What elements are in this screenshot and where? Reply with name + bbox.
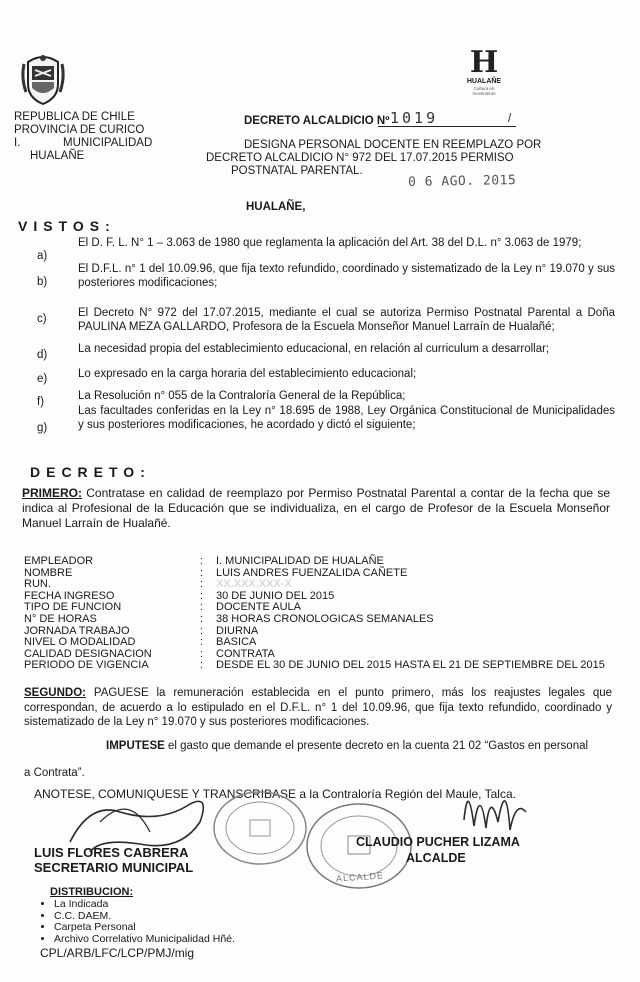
field-label-run: RUN. bbox=[24, 578, 51, 591]
distribution-list bbox=[38, 899, 235, 945]
vistos-letter-d: d) bbox=[37, 349, 48, 361]
vistos-letter-a: a) bbox=[37, 250, 48, 262]
decree-subject-line-3: POSTNATAL PARENTAL. bbox=[231, 165, 363, 177]
decree-number: 1019 bbox=[390, 109, 439, 127]
vistos-title: VISTOS: bbox=[18, 218, 116, 234]
vistos-letter-g: g) bbox=[37, 422, 48, 434]
logo-letter: H bbox=[469, 45, 499, 80]
distribution-title: DISTRIBUCION: bbox=[50, 886, 134, 898]
vistos-item-g: Las facultades conferidas en la Ley n° 18.695 de 1988, Ley Orgánica Constitucional de Municipalidades y sus posteriores modificaciones, he acordado y dictó el siguiente; bbox=[78, 405, 615, 431]
field-value-start-date: 30 DE JUNIO DEL 2015 bbox=[216, 589, 335, 602]
primero-paragraph bbox=[22, 486, 610, 531]
primero-label: PRIMERO: bbox=[22, 486, 82, 500]
field-label-employer: EMPLEADOR bbox=[24, 555, 94, 567]
field-value-level: BASICA bbox=[216, 636, 257, 649]
field-value-period: DESDE EL 30 DE JUNIO DEL 2015 HASTA EL 21 DE SEPTIEMBRE DEL 2015 bbox=[216, 659, 605, 672]
header-province: PROVINCIA DE CURICO bbox=[14, 124, 145, 136]
mayor-name: CLAUDIO PUCHER LIZAMA bbox=[356, 835, 520, 849]
segundo-label: SEGUNDO: bbox=[24, 687, 86, 699]
field-value-workday: DIURNA bbox=[216, 624, 259, 637]
field-label-period: PERIODO DE VIGENCIA bbox=[24, 659, 149, 672]
distribution-initials: CPL/ARB/LFC/LCP/PMJ/mig bbox=[40, 946, 195, 960]
field-value-designation: CONTRATA bbox=[216, 647, 275, 660]
field-value-function-type: DOCENTE AULA bbox=[216, 601, 301, 614]
header-municipality-prefix: I. bbox=[14, 137, 21, 149]
mayor-signature-icon bbox=[456, 770, 536, 845]
municipal-crest-icon bbox=[20, 52, 66, 106]
field-label-function-type: TIPO DE FUNCION bbox=[24, 601, 122, 614]
header-municipality-name: HUALAÑE bbox=[30, 150, 85, 162]
decree-label: DECRETO ALCALDICIO Nº bbox=[244, 115, 390, 127]
decreto-title: DECRETO: bbox=[30, 464, 151, 480]
vistos-letter-b: b) bbox=[37, 276, 48, 288]
field-value-name: LUIS ANDRES FUENZALIDA CAÑETE bbox=[216, 566, 408, 579]
field-label-hours: N° DE HORAS bbox=[24, 612, 97, 625]
header-municipality: MUNICIPALIDAD bbox=[63, 137, 153, 149]
distribution-item: • Carpeta Personal bbox=[54, 922, 235, 934]
secretary-name: LUIS FLORES CABRERA bbox=[34, 845, 189, 860]
header-country: REPUBLICA DE CHILE bbox=[14, 111, 135, 123]
segundo-text: PAGUESE la remuneración establecida en el punto primero, más los reajustes legales que correspondan, de acuerdo a lo estipulado en el D.F.L. n° 1 del 10.09.96, que fija texto refundido, coordinado y sistematizado de la Ley n° 19.070 y sus posteriores modificaciones. bbox=[24, 687, 613, 728]
decree-subject-line-1: DESIGNA PERSONAL DOCENTE EN REEMPLAZO POR bbox=[244, 139, 542, 151]
field-value-run: XX.XXX.XXX-X bbox=[216, 578, 292, 591]
logo-name: HUALAÑE bbox=[466, 78, 502, 85]
imputese-line bbox=[106, 739, 588, 753]
vistos-letter-e: e) bbox=[37, 373, 48, 385]
logo-slogan: Cultura en movimiento bbox=[472, 86, 496, 96]
field-value-hours: 38 HORAS CRONOLOGICAS SEMANALES bbox=[216, 612, 434, 625]
decree-number-underline bbox=[378, 126, 516, 127]
primero-text: Contratase en calidad de reemplazo por Permiso Postnatal Parental a contar de la fecha que se indica al Profesional de la Educación que se individualiza, en el cargo de Profesor de la Escuela Monseñor Manuel Larraín de Hualañé. bbox=[22, 486, 610, 530]
distribution-item: • Archivo Correlativo Municipalidad Hñé. bbox=[54, 934, 235, 946]
segundo-paragraph bbox=[24, 686, 612, 730]
decree-subject-line-2: DECRETO ALCALDICIO N° 972 DEL 17.07.2015 PERMISO bbox=[206, 152, 514, 164]
imputese-line-2: a Contrata”. bbox=[24, 767, 85, 779]
date-stamp: 0 6 AGO. 2015 bbox=[407, 173, 517, 190]
field-label-designation: CALIDAD DESIGNACION bbox=[24, 647, 152, 660]
vistos-letter-c: c) bbox=[37, 313, 47, 325]
vistos-item-a: El D. F. L. N° 1 – 3.063 de 1980 que reglamenta la aplicación del Art. 38 del D.L. n° 3.063 de 1979; bbox=[78, 237, 582, 249]
vistos-item-b: El D.F.L. n° 1 del 10.09.96, que fija texto refundido, coordinado y sistematizado de la Ley n° 19.070 y sus posteriores modificaciones; bbox=[78, 263, 615, 289]
field-label-start-date: FECHA INGRESO bbox=[24, 589, 115, 602]
employee-values bbox=[216, 556, 605, 672]
vistos-letter-f: f) bbox=[37, 396, 45, 408]
imputese-label: IMPUTESE bbox=[106, 740, 165, 752]
field-label-name: NOMBRE bbox=[24, 566, 73, 579]
field-label-workday: JORNADA TRABAJO bbox=[24, 624, 130, 637]
hualane-logo bbox=[462, 45, 506, 102]
anotese-line: ANOTESE, COMUNIQUESE Y TRANSCRIBASE a la Contraloría Región del Maule, Talca. bbox=[34, 787, 516, 801]
seal-text: ALCALDE bbox=[335, 870, 385, 884]
distribution-item: • C.C. DAEM. bbox=[54, 911, 235, 923]
distribution-item: • La Indicada bbox=[54, 899, 235, 911]
vistos-item-e: Lo expresado en la carga horaria del establecimiento educacional; bbox=[78, 368, 417, 380]
decree-slash: / bbox=[508, 113, 512, 125]
vistos-item-c: El Decreto N° 972 del 17.07.2015, mediante el cual se autoriza Permiso Postnatal Parental a Doña PAULINA MEZA GALLARDO, Profesora de la Escuela Monseñor Manuel Larraín de Hualañé; bbox=[78, 307, 615, 333]
secretary-title: SECRETARIO MUNICIPAL bbox=[34, 860, 194, 875]
employee-fields bbox=[24, 556, 152, 672]
field-value-employer: I. MUNICIPALIDAD DE HUALAÑE bbox=[216, 555, 384, 567]
mayor-title: ALCALDE bbox=[406, 851, 466, 865]
decree-place: HUALAÑE, bbox=[246, 201, 306, 213]
field-label-level: NIVEL O MODALIDAD bbox=[24, 636, 136, 649]
field-colons: : : : : : : : : : : bbox=[200, 555, 204, 672]
vistos-item-f: La Resolución n° 055 de la Contraloría General de la República; bbox=[78, 390, 406, 402]
vistos-item-d: La necesidad propia del establecimiento educacional, en relación al curriculum a desarrollar; bbox=[78, 343, 550, 355]
secretary-seal-icon bbox=[210, 788, 310, 873]
imputese-text: el gasto que demande el presente decreto en la cuenta 21 02 “Gastos en personal bbox=[168, 740, 589, 752]
